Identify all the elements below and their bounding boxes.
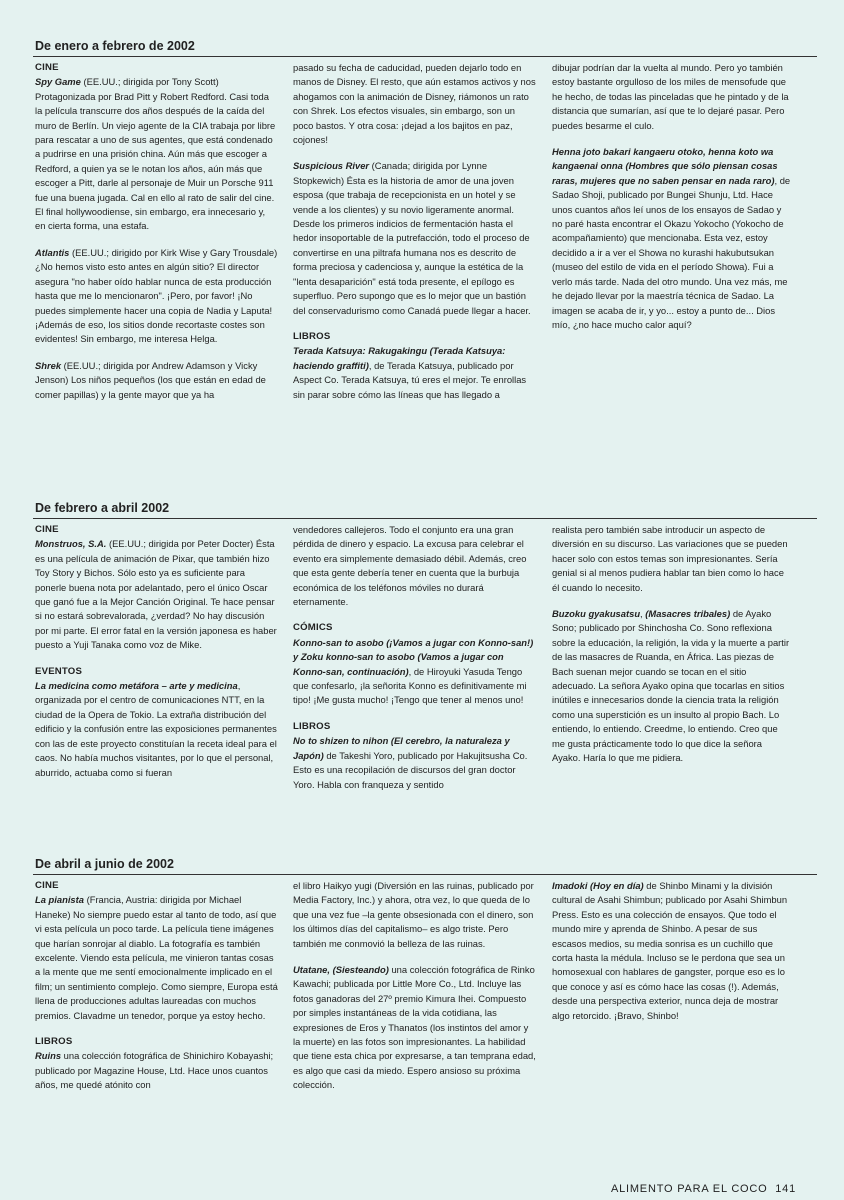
review-heading: (Masacres tribales) bbox=[645, 608, 731, 620]
review-body: , de Hiroyuki Yasuda Tengo que confesarlo, ¡la señorita Konno es definitivamente mi tipo! ¡Me gusta mucho! ¡Tengo que tener al menos uno! bbox=[293, 665, 527, 706]
review-body: , de Terada Katsuya, publicado por Aspect Co. Terada Katsuya, tú eres el mejor. Te enrollas sin parar sobre cómo las líneas que has llegado a bbox=[293, 359, 527, 400]
review-body: , de Sadao Shoji, publicado por Bungei Shunju, Ltd. Hace unos cuantos años leí unos de los ensayos de Sadao y no paré hasta encontrar el Okazu Yokocho (Yokocho de acompañamiento) que mencionaba. Esta vez, estoy decidido a ir a ver el Showa no kurashi hakubutsukan (museo del estilo de vida en el período Showa). Fui a verlo más tarde. Nada del otro mundo. Una vez más, me he dejado llevar por la maestría técnica de Sadao. La imagen se acaba de ir, y yo... estoy a punto de... Dios mío, ¿no hace mucho calor aquí? bbox=[552, 174, 791, 330]
column bbox=[293, 61, 537, 414]
review-continuation: pasado su fecha de caducidad, pueden dejarlo todo en manos de Disney. El resto, que aún estamos activos y nos ahogamos con la animación de Disney, riámonos un rato con Shrek. Los efectos visuales, sin embargo, son un poco bastos. Y otra cosa: ¡dejad a los bajitos en paz, cojones! bbox=[293, 62, 536, 146]
category-label: CINE bbox=[35, 880, 59, 891]
category-label: EVENTOS bbox=[35, 665, 83, 677]
review-body: (EE.UU.; dirigida por Peter Docter) Ésta es una película de animación de Pixar, que también hizo Toy Story y Bichos. Sólo esto ya es suficiente para ponerle buena nota por adelantado, pero el único Oscar que ganó fue a la Mejor Canción Original. Te hace pensar si no estará sobrevalorada, ¿verdad? No hay discusión por mi parte. El error fatal en la versión japonesa es haber puesto a Yuji Tanaka como voz de Mike. bbox=[35, 538, 277, 651]
review-heading: Imadoki (Hoy en día) bbox=[552, 880, 644, 891]
category-label: CINE bbox=[35, 62, 59, 73]
review-body: una colección fotográfica de Shinichiro Kobayashi; publicado por Magazine House, Ltd. Hace unos cuantos años, me quedé atónito con bbox=[35, 1050, 274, 1091]
review-entry bbox=[35, 1049, 278, 1092]
review-heading: Ruins bbox=[35, 1050, 62, 1062]
review-entry bbox=[35, 75, 278, 233]
review-heading: La medicina como metáfora – arte y medicina bbox=[35, 680, 238, 692]
column bbox=[293, 879, 537, 1105]
review-heading: Spy Game bbox=[35, 76, 81, 88]
review-body: (EE.UU.; dirigida por Andrew Adamson y Vicky Jenson) Los niños pequeños (los que están en edad de comer papillas) y la gente mayor que ya ha bbox=[35, 359, 266, 400]
review-heading: Atlantis bbox=[35, 246, 70, 258]
review-body: , organizada por el centro de comunicaciones NTT, en la ciudad de la Opera de Tokio. La extraña distribución del edificio y la confusión entre las exposiciones permanentes con las de este proyecto constituían la receta ideal para el caos. No había muchos visitantes, por lo que el personal, aburrido, actuaba como si fueran bbox=[35, 680, 277, 778]
review-entry bbox=[552, 879, 792, 1023]
review-body: (Canada; dirigida por Lynne Stopkewich) Ésta es la historia de amor de una joven esposa (que trabaja de recepcionista en un hotel y se vende a los clientes) y su novio ligeramente anormal. Desde los primeros indicios de fermentación hasta el hedor insoportable de la putrefacción, todo el proceso de convertirse en una piltrafa humana nos es descrito de forma preciosa y cadenciosa y, aunque la estética de la "lenta desaparición" está toda presente, el epílogo es superfluo. Pero supongo que es lo mejor que un bastión del conservadurismo como Canadá puede llegar a hacer. bbox=[293, 160, 531, 316]
column bbox=[552, 879, 792, 1105]
review-entry bbox=[293, 963, 537, 1093]
columns bbox=[33, 879, 817, 1105]
review-entry bbox=[552, 145, 792, 332]
column bbox=[35, 61, 278, 414]
review-heading: Utatane, (Siesteando) bbox=[293, 964, 389, 976]
column bbox=[293, 523, 537, 804]
review-heading: Henna joto bakari kangaeru otoko, henna koto wa kangaenai onna (Hombres que sólo piensan cosas raras, mujeres que no saben pensar en nada raro) bbox=[552, 146, 778, 186]
section-jan-feb bbox=[33, 38, 817, 414]
category-label: CINE bbox=[35, 524, 59, 535]
section-title: De febrero a abril 2002 bbox=[33, 500, 817, 519]
review-entry: Buzoku gyakusatsu, (Masacres tribales) de Ayako Sono; publicado por Shinchosha Co. Sono reflexiona sobre la educación, la religión, la vida y la muerte a partir de las masacres de Ruanda, en África. Las piezas de Bach suenan mejor cuando se tocan en el sitio adecuado. La señora Ayako opina que tocarlas en sitios inútiles e innecesarios donde la ciencia trata la religión como una superstición es un insulto al propio Bach. Lo entiendo, lo entiendo. Creedme, lo entiendo. Creo que me gusta prácticamente todo lo que dice la señora Ayako. Haría lo que me pidiera. bbox=[552, 608, 790, 764]
review-body: de Shinbo Minami y la división cultural de Asahi Shimbun; publicado por Asahi Shimbun Press. Esto es una colección de ensayos. Que todo el mundo mire y aprenda de Shinbo. A pesar de sus escasos medios, su media sonrisa es un cuchillo que corta hasta la médula. Incluso se le perdona que sea un homosexual con hablares de gangster, porque eso es lo que conoce y así es cómo hace las cosas (!). Además, desde una perspectiva exterior, nunca deja de mostrar algo retorcido. ¡Bravo, Shinbo! bbox=[552, 880, 788, 1021]
review-body: (EE.UU.; dirigido por Kirk Wise y Gary Trousdale) ¿No hemos visto esto antes en algún sitio? El director asegura "no haber oído hablar nunca de esta producción hasta que me lo mencionaron". ¡Pero, por favor! ¡No puedes simplemente hacer una copia de Nadia y Laputa! ¡Además de eso, los sitios donde recortaste costes son evidentes! Sin embargo, me interesa Helga. bbox=[35, 246, 278, 345]
page-footer bbox=[611, 1183, 796, 1195]
review-heading: Suspicious River bbox=[293, 160, 370, 172]
footer-label: ALIMENTO PARA EL COCO bbox=[610, 1183, 768, 1195]
review-entry bbox=[35, 537, 278, 652]
review-continuation: el libro Haikyo yugi (Diversión en las ruinas, publicado por Media Factory, Inc.) y ahora, otra vez, lo que queda de lo que una vez fue –la gente obsesionada con el dinero, son los últimos días del capitalismo– es algo triste. Pero también me conmovió la belleza de las ruinas. bbox=[293, 880, 534, 949]
review-heading: Buzoku gyakusatsu bbox=[552, 608, 641, 620]
review-body: una colección fotográfica de Rinko Kawachi; publicada por Little More Co., Ltd. Incluye las fotos ganadoras del 27º premio Kimura Ihei. Compuesto por simples instantáneas de la vida cotidiana, las expresiones de Eros y Thanatos (los instintos del amor y la muerte) en las fotos son impresionantes. La habilidad que tiene esta chica por expresarse, a tan temprana edad, es algo que casi da miedo. Espero ansioso su próxima colección. bbox=[293, 964, 536, 1091]
review-heading: Monstruos, S.A. bbox=[35, 538, 107, 550]
review-entry bbox=[35, 359, 278, 402]
review-heading: Shrek bbox=[35, 359, 62, 371]
category-label: LIBROS bbox=[293, 330, 331, 342]
review-entry bbox=[293, 734, 537, 792]
review-continuation: vendedores callejeros. Todo el conjunto era una gran pérdida de dinero y espacio. La excusa para celebrar el evento era simplemente demasiado débil. Además, creo que esta gente debería tener en cuenta que la burbuja económica de los teléfonos móviles no durará eternamente. bbox=[293, 524, 527, 608]
column bbox=[35, 879, 278, 1105]
review-continuation: realista pero también sabe introducir un aspecto de diversión en su discurso. Las variaciones que se pueden hacer solo con estos temas son impresionantes. Sería genial si al menos pudiera hablar tan bien como lo hace él cuando lo necesito. bbox=[552, 524, 788, 593]
review-continuation: dibujar podrían dar la vuelta al mundo. Pero yo también estoy bastante orgulloso de los miles de mensofude que he hecho, de todas las pinceladas que he pintado y de la distancia que sumarían, así que te lo dejaré pasar. Pero puedes besarme el culo. bbox=[552, 62, 789, 131]
page-number: 141 bbox=[775, 1183, 796, 1195]
column bbox=[35, 523, 278, 804]
review-entry bbox=[293, 636, 537, 708]
column bbox=[552, 523, 792, 804]
section-apr-jun bbox=[33, 856, 817, 1105]
review-body: (Francia, Austria: dirigida por Michael Haneke) No siempre puedo estar al tanto de todo, así que vi esta película un poco tarde. La película tiene imágenes que harían sonrojar al diablo. La fotografía es también excelente. Viendo esta película, me vinieron tantas cosas a la mente que me sentí emocionalmente implicado en el film; un sentimiento complejo. Como siempre, Europa está llena de producciones adultas laureadas con muchos premios. Clavadme un tenedor, porque ya estoy hecho. bbox=[35, 894, 278, 1021]
columns bbox=[33, 523, 817, 804]
review-heading: Terada Katsuya: Rakugakingu (Terada Katsuya: haciendo graffiti) bbox=[293, 345, 506, 371]
review-entry bbox=[35, 893, 278, 1023]
review-body: de Ayako Sono; publicado por Shinchosha Co. Sono reflexiona sobre la educación, la religión, la vida y la muerte a partir de las masacres de Ruanda, en África. Las piezas de Bach suenan mejor cuando se tocan en el sitio adecuado. La señora Ayako opina que tocarlas en sitios inútiles e innecesarios donde la ciencia trata la religión como una superstición es un insulto al propio Bach. Lo entiendo, lo entiendo. Creedme, lo entiendo. Creo que me gusta prácticamente todo lo que dice la señora Ayako. Haría lo que me pidiera. bbox=[552, 608, 790, 764]
review-entry bbox=[35, 679, 278, 780]
review-entry bbox=[35, 246, 278, 347]
section-title: De enero a febrero de 2002 bbox=[33, 38, 817, 57]
review-heading: La pianista bbox=[35, 894, 84, 906]
review-heading: Konno-san to asobo (¡Vamos a jugar con Konno-san!) y Zoku konno-san to asobo (Vamos a jugar con Konno-san, continuación) bbox=[293, 636, 534, 677]
section-feb-apr bbox=[33, 500, 817, 804]
review-body: de Takeshi Yoro, publicado por Hakujitsusha Co. Esto es una recopilación de discursos del gran doctor Yoro. Habla con franqueza y sentido bbox=[293, 749, 528, 790]
category-label: LIBROS bbox=[35, 1036, 73, 1048]
category-label: CÓMICS bbox=[293, 622, 333, 634]
review-entry bbox=[293, 159, 537, 317]
review-heading: No to shizen to nihon (El cerebro, la naturaleza y Japón) bbox=[293, 735, 510, 761]
category-label: LIBROS bbox=[293, 720, 331, 732]
review-body: (EE.UU.; dirigida por Tony Scott) Protagonizada por Brad Pitt y Robert Redford. Casi toda la película transcurre dos años después de la caída del muro de Berlín. Un viejo agente de la CIA trabaja por libre para rescatar a uno de sus agentes, que está condenado a pudrirse en una prisión china. Aún más que escoger a Redford, a quien ya se le notan los años, aún más que escoger a Pitt, darle al personaje de Muir un Porsche 911 fue una buena jugada. Cal en ello al rato de salir del cine. El final hollywoodiense, sin embargo, era innecesario y, en cierta forma, una estafa. bbox=[35, 76, 276, 232]
review-entry bbox=[293, 344, 537, 402]
column bbox=[552, 61, 792, 414]
section-title: De abril a junio de 2002 bbox=[33, 856, 817, 875]
columns bbox=[33, 61, 817, 414]
